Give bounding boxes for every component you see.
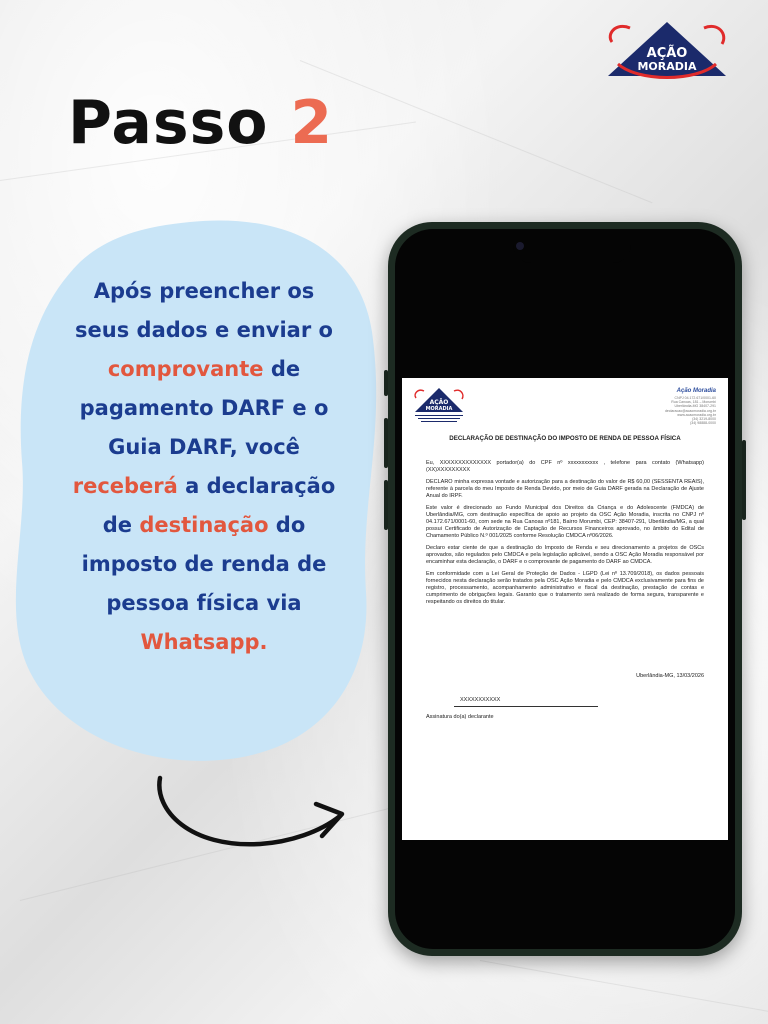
address-line: www.acaomoradia.org.br <box>677 412 716 417</box>
logo-line1: AÇÃO <box>646 46 688 61</box>
step-title-label: Passo <box>68 88 269 158</box>
document-address <box>636 396 716 425</box>
curved-arrow-icon <box>150 770 350 860</box>
phone-notch <box>513 229 631 263</box>
document-title: DECLARAÇÃO DE DESTINAÇÃO DO IMPOSTO DE RENDA DE PESSOA FÍSICA <box>449 435 681 442</box>
instruction-segment: de pagamento DARF e o Guia DARF, você <box>79 357 329 459</box>
address-line: Rua Canoas, 181 – Morumbi <box>671 400 716 405</box>
document-paragraph: Em conformidade com a Lei Geral de Proteção de Dados - LGPD (Lei nº 13.709/2018), os dados pessoais fornecidos nesta declaração serão tratados pela OSC Ação Moradia e pelo CMDCA exclusivamente para fins de registro, processamento, acompanhamento administrativo e fiscal da destinação, prestação de contas e cumprimento de obrigações legais. Garanto que o tratamento será realizado de forma segura, transparente e respeitando os direitos do titular. <box>426 571 704 605</box>
document-paragraph: Declaro estar ciente de que a destinação do Imposto de Renda e seu direcionamento a projetos de OSCs aprovados, são regulados pelo CMDCA e pela legislação aplicável, sendo a OSC Ação Moradia responsável por encaminhar esta declaração, o DARF e o comprovante de pagamento do DARF ao CMDCA. <box>426 545 704 565</box>
document-body <box>426 460 704 611</box>
camera-icon <box>516 242 524 250</box>
step-number: 2 <box>290 88 334 158</box>
address-line: CNPJ 04.172.671/0001-60 <box>674 396 716 400</box>
document-paragraph: Este valor é direcionado ao Fundo Municipal dos Direitos da Criança e do Adolescente (FMDCA) de Uberlândia/MG, com destinação específica de apoio ao projeto da OSC Ação Moradia, inscrita no CNPJ nº 04.172.671/0001-60, com sede na Rua Canoas nº181, Bairro Morumbi, CEP: 38407-291, Uberlândia/MG, a qual possui Certificado de Autorização de Captação de Recursos Financeiros aprovado, no âmbito do Edital de Chamamento Público N.º 001/2025 conforme Resolução CMDCA nº06/2026. <box>426 505 704 539</box>
instruction-segment: a declaração de <box>102 474 336 537</box>
address-line: Uberlândia-MG 38407-291 <box>674 404 716 409</box>
address-line: declaracao@acaomoradia.org.br <box>664 408 716 413</box>
instruction-highlight: comprovante <box>107 357 264 381</box>
paper-crease <box>300 60 653 203</box>
signature-label: Assinatura do(a) declarante <box>426 714 494 720</box>
phone-power-button <box>742 440 746 520</box>
instruction-highlight: Whatsapp. <box>140 630 268 654</box>
address-line: (34) 3219-8000 <box>692 417 716 422</box>
signature-value: XXXXXXXXXXX <box>460 697 501 703</box>
svg-text:AÇÃO: AÇÃO <box>429 399 449 406</box>
svg-text:MORADIA: MORADIA <box>425 406 453 412</box>
instruction-text <box>70 272 338 662</box>
instruction-highlight: receberá <box>72 474 178 498</box>
document-logo-icon <box>412 386 466 426</box>
logo-line2: MORADIA <box>637 60 697 73</box>
step-title <box>68 88 333 158</box>
document-paragraph: DECLARO minha expressa vontade e autorização para a destinação do valor de R$ 60,00 (SESSENTA REAIS), referente à parcela do meu Imposto de Renda Devido, por meio de Guia DARF gerada na Declaração de Ajuste Anual do IRPF. <box>426 479 704 499</box>
instruction-segment: do imposto de renda de pessoa física via <box>81 513 327 615</box>
instruction-highlight: destinação <box>139 513 269 537</box>
declaration-document <box>402 378 728 840</box>
document-date: Uberlândia-MG, 13/03/2026 <box>636 673 704 679</box>
acao-moradia-logo <box>604 20 730 82</box>
address-line: (34) 98888-0000 <box>690 421 716 426</box>
instruction-segment: Após preencher os seus dados e enviar o <box>75 279 333 342</box>
signature-line <box>454 706 598 707</box>
document-paragraph: Eu, XXXXXXXXXXXXXX portador(a) do CPF nº xxxxxxxxxxx , telefone para contato (Whatsapp) (XX)XXXXXXXXX <box>426 460 704 473</box>
document-org-name: Ação Moradia <box>676 388 716 394</box>
paper-crease <box>480 960 768 1013</box>
